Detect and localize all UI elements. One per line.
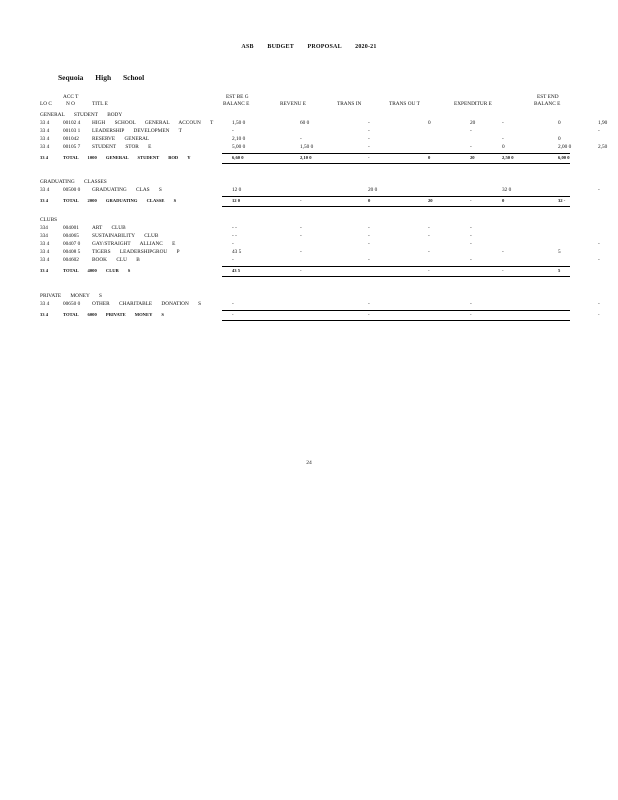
- cell-extra: 2,50: [598, 144, 608, 150]
- cell-expenditure-2: -: [502, 120, 504, 126]
- table-row: [0, 144, 618, 152]
- cell-acct-no: 00650 0: [63, 301, 81, 307]
- cell-title: GRADUATING CLAS S: [92, 187, 162, 193]
- section-heading: GENERAL STUDENT BODY: [40, 112, 123, 118]
- total-trans-out: 0: [428, 155, 431, 160]
- cell-expenditure-2: 0: [502, 144, 505, 150]
- cell-trans-in: -: [368, 257, 370, 263]
- header-title: TITL E: [92, 101, 108, 107]
- total-label: TOTAL 6000 PRIVATE MONEY S: [63, 312, 164, 317]
- cell-title: LEADERSHIP DEVELOPMEN T: [92, 128, 182, 134]
- total-end-balance: 5: [558, 268, 561, 273]
- total-rule-top: [222, 153, 570, 154]
- cell-trans-in: -: [368, 128, 370, 134]
- cell-extra: -: [598, 301, 600, 307]
- total-label: TOTAL 1000 GENERAL STUDENT BOD Y: [63, 155, 191, 160]
- cell-expenditure-2: -: [502, 249, 504, 255]
- cell-acct-no: 00500 0: [63, 187, 81, 193]
- total-trans-in: 0: [368, 198, 371, 203]
- cell-trans-out: -: [428, 249, 430, 255]
- header-est-beg: EST BE G: [226, 94, 249, 100]
- total-trans-in: -: [368, 312, 370, 317]
- total-row: [0, 268, 618, 276]
- cell-expenditure: -: [470, 257, 472, 263]
- table-row: [0, 257, 618, 265]
- table-row: [0, 120, 618, 128]
- total-expenditure: 20: [470, 155, 475, 160]
- total-trans-out: 20: [428, 198, 433, 203]
- total-beg-balance: 6,60 0: [232, 155, 244, 160]
- total-rule-top: [222, 196, 570, 197]
- header-beg-balance: BALANC E: [223, 101, 250, 107]
- header-expenditure: EXPENDITUR E: [454, 101, 492, 107]
- cell-loc: 33 4: [40, 128, 50, 134]
- total-rule-top: [222, 310, 570, 311]
- cell-extra: -: [598, 241, 600, 247]
- cell-expenditure: -: [470, 301, 472, 307]
- cell-trans-out: -: [428, 225, 430, 231]
- total-loc: 33 4: [40, 312, 49, 317]
- cell-title: TIGERS LEADERSHIPGROU P: [92, 249, 180, 255]
- total-expenditure-2: -: [502, 268, 504, 273]
- cell-loc: 33 4: [40, 144, 50, 150]
- header-revenue: REVENU E: [280, 101, 307, 107]
- cell-beg-balance: - -: [232, 233, 237, 239]
- cell-title: SUSTAINABILITY CLUB: [92, 233, 159, 239]
- total-label: TOTAL 4000 CLUB S: [63, 268, 131, 273]
- cell-trans-out: 0: [428, 120, 431, 126]
- cell-loc: 33 4: [40, 120, 50, 126]
- cell-beg-balance: -: [232, 257, 234, 263]
- table-row: [0, 187, 618, 195]
- section-heading: PRIVATE MONEY S: [40, 293, 102, 299]
- total-trans-in: -: [368, 155, 370, 160]
- cell-loc: 33 4: [40, 241, 50, 247]
- cell-expenditure-2: 32 0: [502, 187, 512, 193]
- cell-revenue: 60 0: [300, 120, 310, 126]
- cell-revenue: 1,50 0: [300, 144, 314, 150]
- cell-extra: -: [598, 128, 600, 134]
- cell-expenditure-2: -: [502, 136, 504, 142]
- cell-extra: -: [598, 187, 600, 193]
- cell-acct-no: 001042: [63, 136, 79, 142]
- header-end-balance: BALANC E: [534, 101, 561, 107]
- total-end-balance: 6,00 0: [558, 155, 570, 160]
- cell-acct-no: 00102 4: [63, 120, 81, 126]
- total-expenditure-2: 0: [502, 198, 505, 203]
- total-rule-bottom: [222, 206, 570, 207]
- cell-trans-in: -: [368, 144, 370, 150]
- cell-trans-in: -: [368, 136, 370, 142]
- total-rule-top: [222, 266, 570, 267]
- total-row: [0, 198, 618, 206]
- total-beg-balance: 43 5: [232, 268, 241, 273]
- cell-expenditure: -: [470, 241, 472, 247]
- cell-end-balance: 0: [558, 136, 561, 142]
- total-revenue: -: [300, 268, 302, 273]
- school-name: Sequoia High School: [58, 73, 145, 82]
- cell-beg-balance: -: [232, 128, 234, 134]
- cell-loc: 33 4: [40, 187, 50, 193]
- cell-beg-balance: 12 0: [232, 187, 242, 193]
- cell-loc: 33 4: [40, 257, 50, 263]
- cell-trans-in: -: [368, 241, 370, 247]
- header-acct: ACC T: [63, 94, 79, 100]
- cell-loc: 33 4: [40, 136, 50, 142]
- cell-beg-balance: 1,50 0: [232, 120, 246, 126]
- cell-trans-in: -: [368, 301, 370, 307]
- table-row: [0, 241, 618, 249]
- total-end-balance: 32 -: [558, 198, 566, 203]
- cell-loc: 33 4: [40, 249, 50, 255]
- total-revenue: -: [300, 198, 302, 203]
- cell-expenditure: -: [470, 225, 472, 231]
- total-revenue: 2,10 0: [300, 155, 312, 160]
- cell-loc: 33 4: [40, 301, 50, 307]
- cell-title: BOOK CLU B: [92, 257, 140, 263]
- total-label: TOTAL 2000 GRADUATING CLASSE S: [63, 198, 177, 203]
- cell-acct-no: 004001: [63, 225, 79, 231]
- table-row: [0, 128, 618, 136]
- cell-beg-balance: 2,10 0: [232, 136, 246, 142]
- cell-expenditure: -: [470, 233, 472, 239]
- cell-trans-in: 20 0: [368, 187, 378, 193]
- table-row: [0, 233, 618, 241]
- table-row: [0, 249, 618, 257]
- cell-title: OTHER CHARITABLE DONATION S: [92, 301, 202, 307]
- cell-trans-in: -: [368, 120, 370, 126]
- header-loc: LO C: [40, 101, 52, 107]
- cell-title: GAY/STRAIGHT ALLIANC E: [92, 241, 176, 247]
- total-loc: 33 4: [40, 268, 49, 273]
- cell-loc: 334: [40, 225, 48, 231]
- cell-acct-no: 00407 0: [63, 241, 81, 247]
- cell-acct-no: 004602: [63, 257, 79, 263]
- cell-expenditure: -: [470, 128, 472, 134]
- cell-acct-no: 00408 5: [63, 249, 81, 255]
- cell-end-balance: 0: [558, 120, 561, 126]
- cell-trans-in: -: [368, 233, 370, 239]
- header-trans-in: TRANS IN: [337, 101, 362, 107]
- cell-loc: 334: [40, 233, 48, 239]
- cell-beg-balance: 5,00 0: [232, 144, 246, 150]
- cell-end-balance: 5: [558, 249, 561, 255]
- page-number: 24: [306, 460, 312, 466]
- total-rule-bottom: [222, 320, 570, 321]
- cell-trans-out: -: [428, 233, 430, 239]
- cell-beg-balance: -: [232, 301, 234, 307]
- total-row: [0, 155, 618, 163]
- cell-beg-balance: - -: [232, 225, 237, 231]
- cell-beg-balance: -: [232, 241, 234, 247]
- total-beg-balance: 12 0: [232, 198, 241, 203]
- cell-acct-no: 00103 1: [63, 128, 81, 134]
- total-expenditure: -: [470, 198, 472, 203]
- total-expenditure-2: 2,50 0: [502, 155, 514, 160]
- header-trans-out: TRANS OU T: [389, 101, 420, 107]
- cell-acct-no: 00105 7: [63, 144, 81, 150]
- total-expenditure: -: [470, 312, 472, 317]
- cell-trans-in: -: [368, 225, 370, 231]
- cell-end-balance: 2,00 0: [558, 144, 572, 150]
- cell-title: RESERVE GENERAL: [92, 136, 150, 142]
- cell-acct-no: 004065: [63, 233, 79, 239]
- header-est-end: EST END: [537, 94, 559, 100]
- total-beg-balance: -: [232, 312, 234, 317]
- cell-extra: 1,90: [598, 120, 608, 126]
- cell-expenditure: 20: [470, 120, 476, 126]
- table-row: [0, 225, 618, 233]
- total-rule-bottom: [222, 163, 570, 164]
- table-row: [0, 136, 618, 144]
- cell-revenue: -: [300, 233, 302, 239]
- total-loc: 33 4: [40, 198, 49, 203]
- total-extra: -: [598, 312, 600, 317]
- header-no: N O: [66, 101, 75, 107]
- cell-extra: -: [598, 257, 600, 263]
- section-heading: CLUBS: [40, 217, 58, 223]
- cell-title: STUDENT STOR E: [92, 144, 152, 150]
- cell-beg-balance: 43 5: [232, 249, 242, 255]
- total-rule-bottom: [222, 276, 570, 277]
- document-title: ASB BUDGET PROPOSAL 2020-21: [241, 44, 377, 50]
- total-trans-out: -: [428, 268, 430, 273]
- table-row: [0, 301, 618, 309]
- section-heading: GRADUATING CLASSES: [40, 179, 107, 185]
- cell-revenue: -: [300, 249, 302, 255]
- cell-expenditure: -: [470, 144, 472, 150]
- cell-revenue: -: [300, 136, 302, 142]
- total-loc: 33 4: [40, 155, 49, 160]
- cell-revenue: -: [300, 225, 302, 231]
- total-row: [0, 312, 618, 320]
- cell-title: HIGH SCHOOL GENERAL ACCOUN T: [92, 120, 214, 126]
- cell-title: ART CLUB: [92, 225, 126, 231]
